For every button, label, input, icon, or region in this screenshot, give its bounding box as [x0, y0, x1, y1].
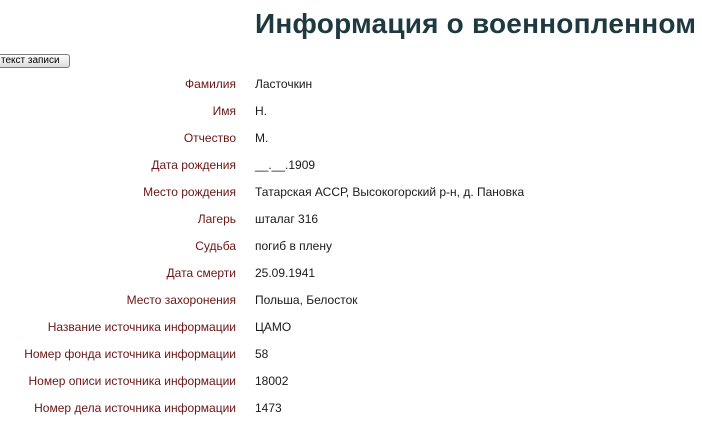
- field-label: Отчество: [183, 131, 236, 145]
- field-row-inventory-number: [0, 367, 702, 394]
- field-value: погиб в плену: [255, 239, 332, 253]
- field-label: Место захоронения: [126, 293, 236, 307]
- field-value: шталаг 316: [255, 212, 319, 226]
- field-value: М.: [255, 131, 269, 145]
- field-label: Номер фонда источника информации: [24, 347, 236, 361]
- field-row-first-name: [0, 97, 702, 124]
- field-row-source-name: [0, 313, 702, 340]
- field-value: Польша, Белосток: [255, 293, 358, 307]
- field-label: Лагерь: [197, 212, 236, 226]
- field-row-patronymic: [0, 124, 702, 151]
- record-text-button[interactable]: текст записи: [0, 54, 70, 68]
- field-label: Имя: [212, 104, 236, 118]
- field-row-fate: [0, 232, 702, 259]
- field-label: Номер дела источника информации: [34, 401, 236, 415]
- field-value: 58: [255, 347, 269, 361]
- field-row-fond-number: [0, 340, 702, 367]
- field-value: ЦАМО: [255, 320, 292, 334]
- field-row-burial-place: [0, 286, 702, 313]
- field-label: Судьба: [195, 239, 236, 253]
- field-row-birth-place: [0, 178, 702, 205]
- field-value: 25.09.1941: [255, 266, 316, 280]
- field-label: Номер описи источника информации: [28, 374, 236, 388]
- field-label: Фамилия: [185, 77, 236, 91]
- field-label: Дата рождения: [151, 158, 236, 172]
- field-value: 1473: [255, 401, 282, 415]
- field-label: Место рождения: [143, 185, 236, 199]
- field-value: Татарская АССР, Высокогорский р-н, д. Пановка: [255, 185, 525, 199]
- record-details-table: [0, 70, 702, 421]
- field-value: Н.: [255, 104, 267, 118]
- field-row-death-date: [0, 259, 702, 286]
- field-row-surname: [0, 70, 702, 97]
- field-row-birth-date: [0, 151, 702, 178]
- field-value: 18002: [255, 374, 289, 388]
- field-label: Дата смерти: [166, 266, 236, 280]
- page-title: Информация о военнопленном: [255, 8, 697, 39]
- field-label: Название источника информации: [47, 320, 236, 334]
- field-value: Ласточкин: [255, 77, 313, 91]
- field-row-file-number: [0, 394, 702, 421]
- field-value: __.__.1909: [255, 158, 316, 172]
- field-row-camp: [0, 205, 702, 232]
